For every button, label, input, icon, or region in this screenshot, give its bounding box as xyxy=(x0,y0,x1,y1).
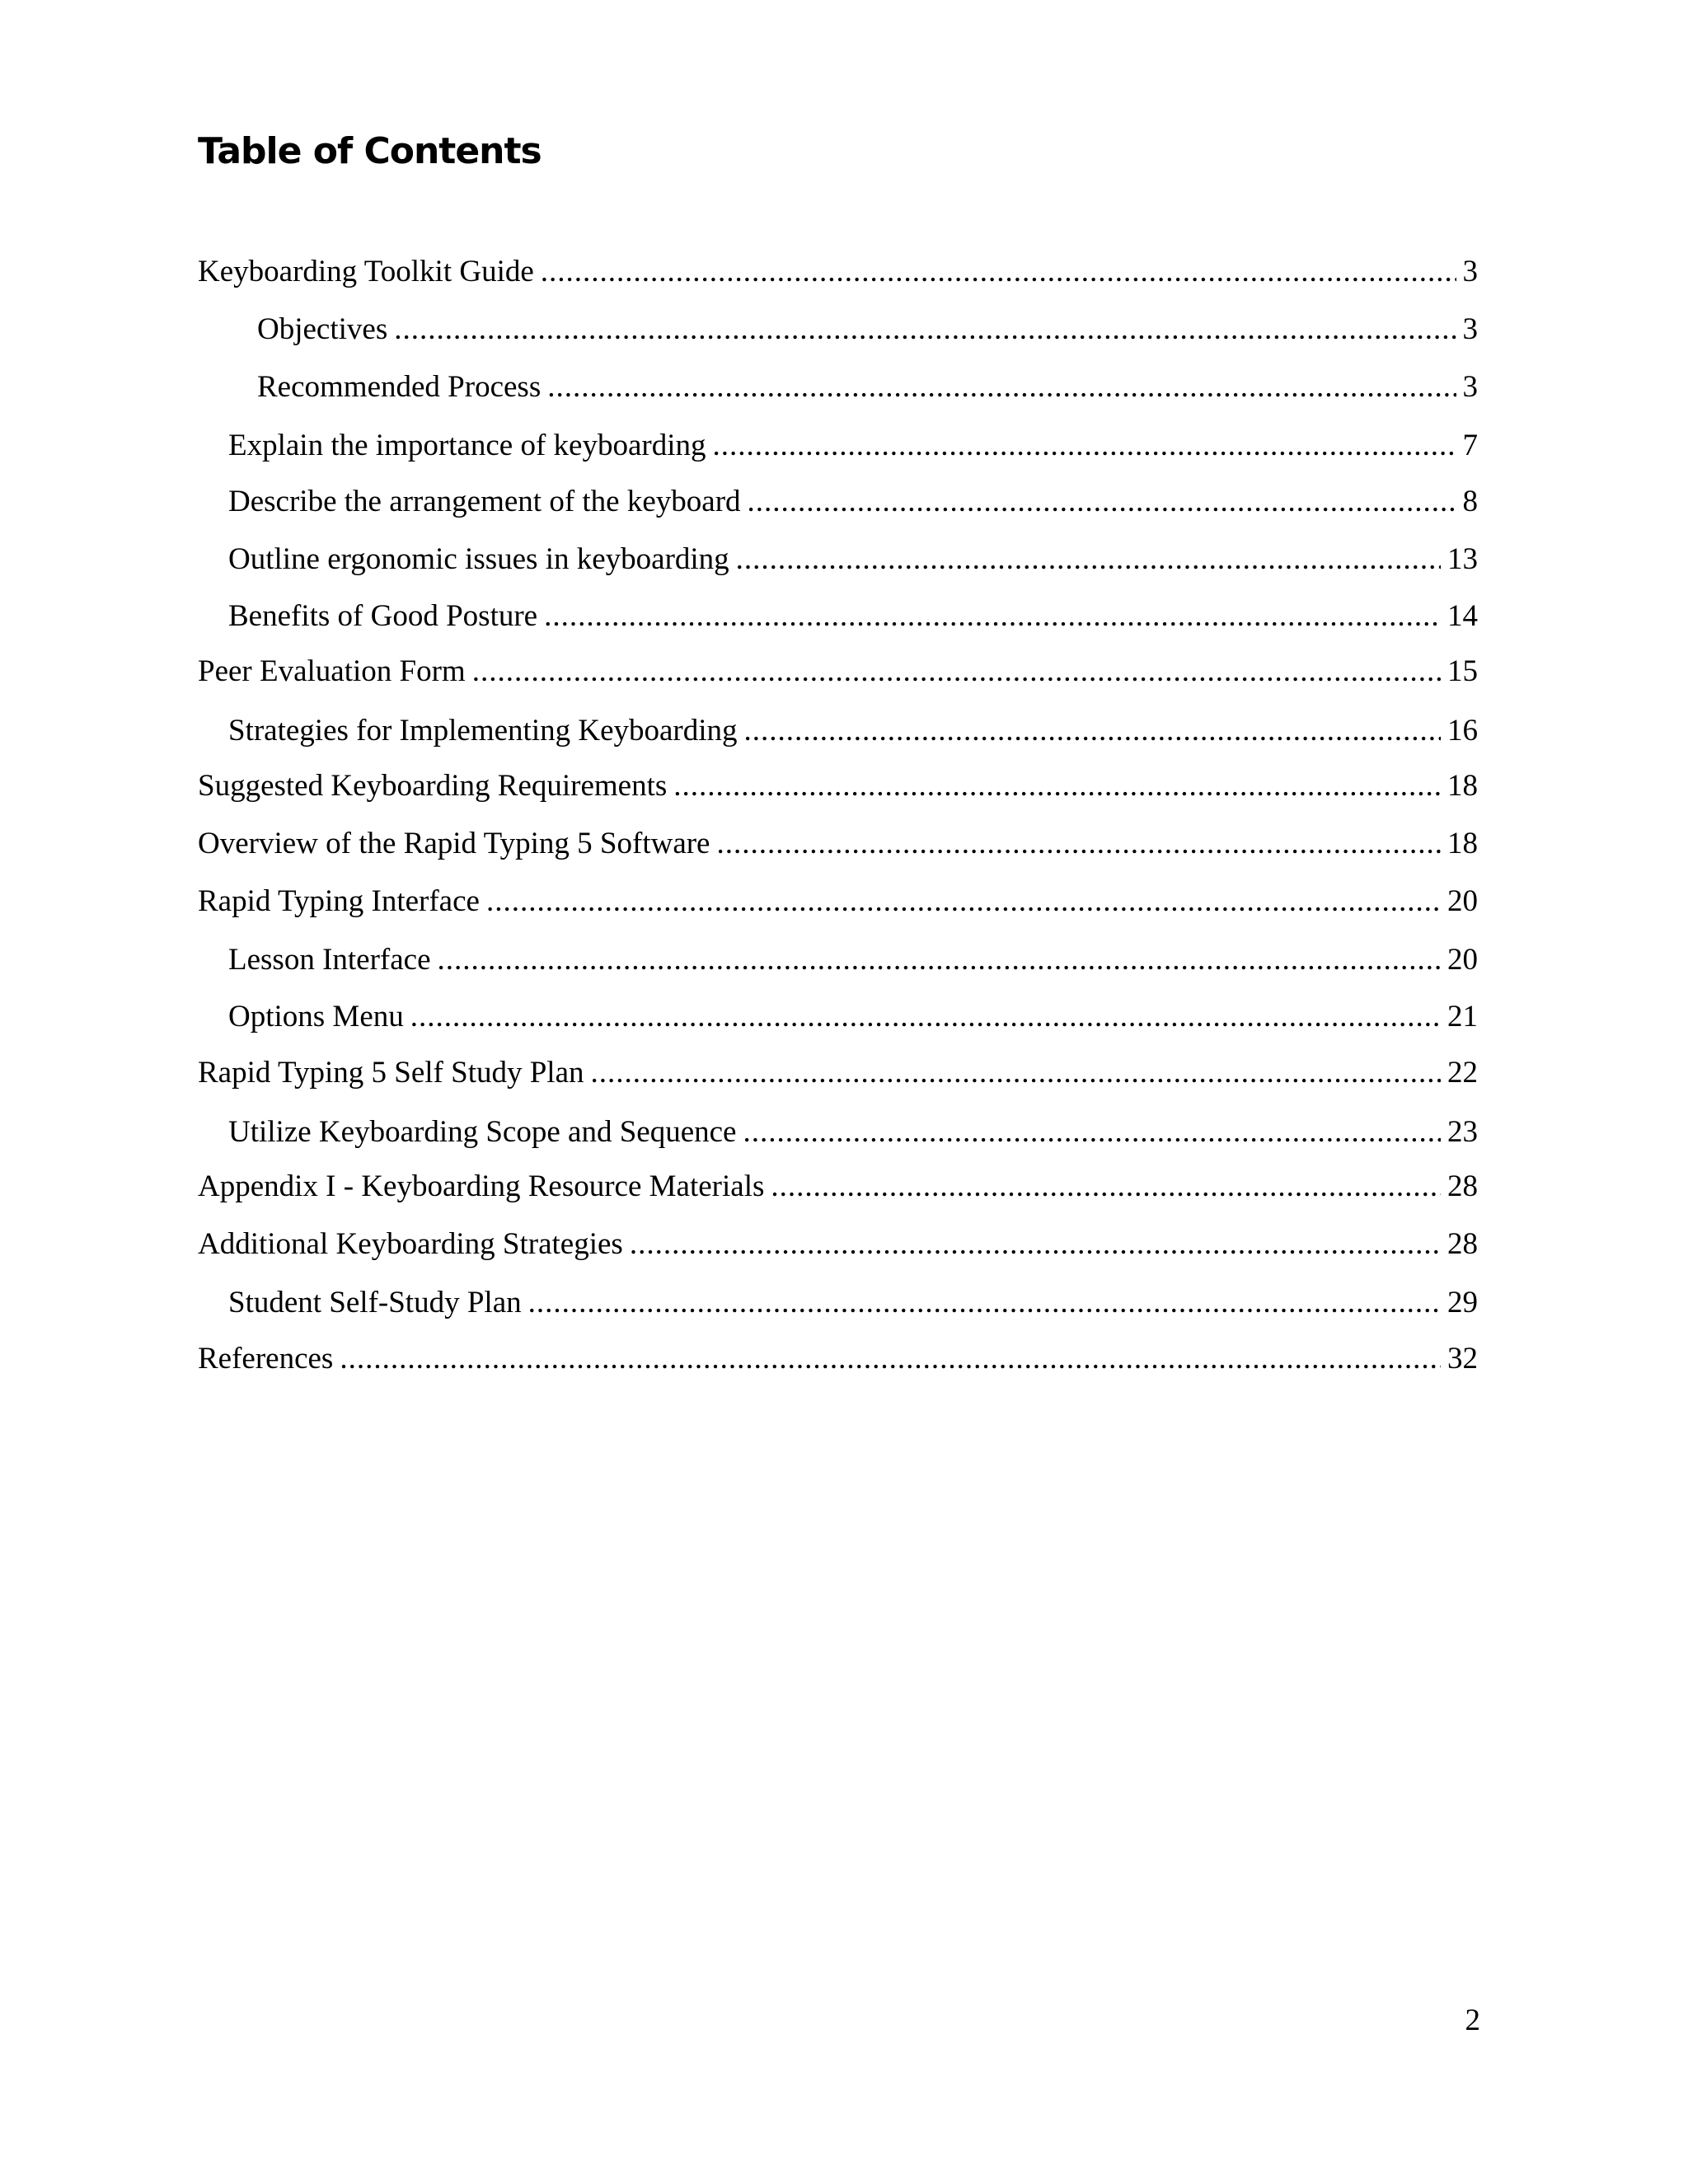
toc-entry-title: Strategies for Implementing Keyboarding xyxy=(228,714,738,748)
toc-dot-leader xyxy=(673,766,1441,806)
toc-entry-title: Recommended Process xyxy=(257,370,542,404)
toc-entry-title: References xyxy=(198,1342,334,1376)
toc-entry-page: 13 xyxy=(1447,542,1478,576)
toc-dot-leader xyxy=(630,1225,1441,1264)
toc-entry[interactable] xyxy=(198,252,1478,292)
toc-entry-title: Benefits of Good Posture xyxy=(228,599,538,633)
toc-entry-title: Options Menu xyxy=(228,1000,404,1033)
page-number: 2 xyxy=(1465,2004,1480,2037)
toc-entry-page: 3 xyxy=(1462,370,1478,404)
toc-entry[interactable] xyxy=(228,540,1478,579)
toc-dot-leader xyxy=(544,597,1441,636)
toc-entry[interactable] xyxy=(198,1339,1478,1379)
toc-dot-leader xyxy=(486,882,1441,921)
toc-entry-page: 28 xyxy=(1447,1169,1478,1203)
toc-entry-title: Rapid Typing 5 Self Study Plan xyxy=(198,1056,584,1090)
toc-entry-page: 20 xyxy=(1447,943,1478,977)
toc-dot-leader xyxy=(743,1113,1441,1152)
toc-entry-title: Suggested Keyboarding Requirements xyxy=(198,769,668,803)
toc-entry-page: 15 xyxy=(1447,654,1478,688)
toc-dot-leader xyxy=(712,426,1456,466)
toc-dot-leader xyxy=(771,1167,1441,1207)
toc-entry[interactable] xyxy=(228,597,1478,636)
toc-entry[interactable] xyxy=(198,824,1478,864)
toc-entry[interactable] xyxy=(228,426,1478,466)
toc-entry-page: 32 xyxy=(1447,1342,1478,1376)
toc-entry-page: 22 xyxy=(1447,1056,1478,1090)
toc-dot-leader xyxy=(528,1283,1441,1323)
toc-entry-page: 18 xyxy=(1447,827,1478,860)
toc-dot-leader xyxy=(748,482,1456,522)
toc-entry-page: 8 xyxy=(1462,485,1478,518)
toc-entry[interactable] xyxy=(198,1053,1478,1093)
toc-entry[interactable] xyxy=(228,711,1478,751)
toc-entry[interactable] xyxy=(198,652,1478,691)
toc-entry[interactable] xyxy=(257,310,1478,349)
toc-entry-title: Rapid Typing Interface xyxy=(198,884,480,918)
toc-dot-leader xyxy=(744,711,1441,751)
toc-entry[interactable] xyxy=(257,368,1478,407)
toc-entry-page: 28 xyxy=(1447,1227,1478,1261)
toc-entry[interactable] xyxy=(198,766,1478,806)
toc-entry[interactable] xyxy=(228,482,1478,522)
toc-entry-page: 23 xyxy=(1447,1115,1478,1149)
toc-entry-title: Utilize Keyboarding Scope and Sequence xyxy=(228,1115,737,1149)
toc-entry-page: 16 xyxy=(1447,714,1478,748)
toc-entry[interactable] xyxy=(228,940,1478,980)
toc-heading: Table of Contents xyxy=(198,130,542,172)
toc-entry[interactable] xyxy=(198,1167,1478,1207)
toc-entry-title: Peer Evaluation Form xyxy=(198,654,466,688)
toc-dot-leader xyxy=(472,652,1441,691)
toc-entry-page: 3 xyxy=(1462,255,1478,288)
toc-entry-title: Keyboarding Toolkit Guide xyxy=(198,255,534,288)
toc-entry-title: Overview of the Rapid Typing 5 Software xyxy=(198,827,710,860)
toc-entry-title: Objectives xyxy=(257,312,388,346)
toc-entry-title: Describe the arrangement of the keyboard xyxy=(228,485,741,518)
toc-entry-title: Explain the importance of keyboarding xyxy=(228,429,706,462)
toc-dot-leader xyxy=(591,1053,1442,1093)
toc-entry[interactable] xyxy=(198,1225,1478,1264)
toc-dot-leader xyxy=(547,368,1456,407)
toc-entry-page: 7 xyxy=(1462,429,1478,462)
toc-entry-page: 3 xyxy=(1462,312,1478,346)
toc-entry[interactable] xyxy=(198,882,1478,921)
toc-entry-page: 20 xyxy=(1447,884,1478,918)
toc-entry-title: Additional Keyboarding Strategies xyxy=(198,1227,623,1261)
toc-dot-leader xyxy=(438,940,1441,980)
toc-entry[interactable] xyxy=(228,997,1478,1037)
toc-entry-page: 14 xyxy=(1447,599,1478,633)
toc-entry-title: Outline ergonomic issues in keyboarding xyxy=(228,542,729,576)
toc-entry-page: 18 xyxy=(1447,769,1478,803)
toc-entry[interactable] xyxy=(228,1283,1478,1323)
toc-entry-page: 21 xyxy=(1447,1000,1478,1033)
toc-dot-leader xyxy=(716,824,1441,864)
toc-entry-page: 29 xyxy=(1447,1286,1478,1319)
toc-entry-title: Lesson Interface xyxy=(228,943,431,977)
toc-entry-title: Student Self-Study Plan xyxy=(228,1286,522,1319)
toc-entry-title: Appendix I - Keyboarding Resource Materials xyxy=(198,1169,765,1203)
toc-dot-leader xyxy=(340,1339,1441,1379)
toc-dot-leader xyxy=(736,540,1441,579)
toc-dot-leader xyxy=(394,310,1456,349)
toc-entry[interactable] xyxy=(228,1113,1478,1152)
toc-dot-leader xyxy=(541,252,1456,292)
toc-dot-leader xyxy=(410,997,1441,1037)
